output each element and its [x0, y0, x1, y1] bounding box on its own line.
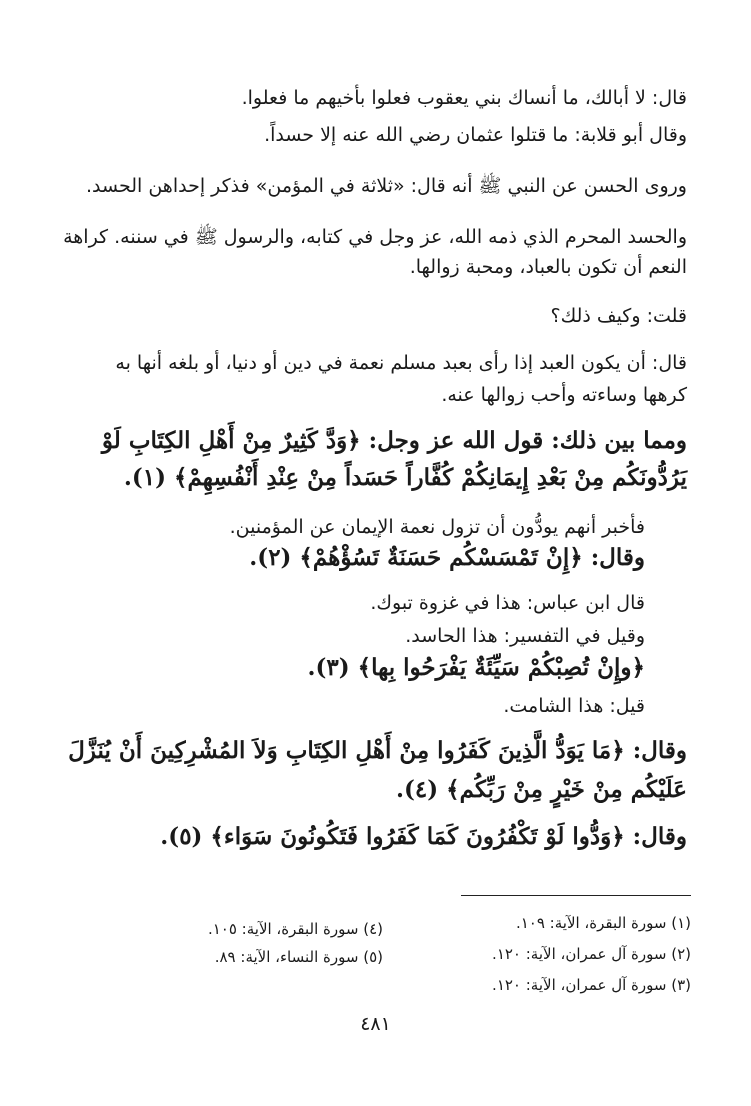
quran-verse-line: ﴿وإِنْ تُصِبْكُمْ سَيِّئَةٌ يَفْرَحُوا بِها﴾ (٣).: [307, 654, 645, 681]
text-line: قلت: وكيف ذلك؟: [550, 305, 687, 327]
text-line: قال: أن يكون العبد إذا رأى بعبد مسلم نعمة في دين أو دنيا، أو بلغه أنها به: [115, 352, 687, 374]
text-line: قيل: هذا الشامت.: [503, 695, 645, 717]
footnote-separator: [461, 895, 691, 896]
text-line: وقال أبو قلابة: ما قتلوا عثمان رضي الله عنه إلا حسداً.: [264, 124, 687, 146]
text-line: قال: لا أبالك، ما أنساك بني يعقوب فعلوا بأخيهم ما فعلوا.: [241, 87, 687, 109]
quran-verse-line: وقال: ﴿إِنْ تَمْسَسْكُم حَسَنَةٌ تَسُؤْهُمْ﴾ (٢).: [249, 544, 645, 571]
quran-verse-line: وقال: ﴿مَا يَوَدُّ الَّذِينَ كَفَرُوا مِنْ أَهْلِ الكِتَابِ وَلاَ المُشْرِكِينَ أَنْ يُنَزَّلَ: [68, 737, 687, 764]
text-line: كرهها وساءته وأحب زوالها عنه.: [441, 384, 687, 406]
footnote: (٥) سورة النساء، الآية: ٨٩.: [214, 948, 383, 966]
text-line: قال ابن عباس: هذا في غزوة تبوك.: [370, 592, 645, 614]
quran-verse-line: عَلَيْكُم مِنْ خَيْرٍ مِنْ رَبِّكُم﴾ (٤).: [396, 776, 687, 803]
quran-verse-line: ومما بين ذلك: قول الله عز وجل: ﴿وَدَّ كَثِيرٌ مِنْ أَهْلِ الكِتَابِ لَوْ: [101, 427, 687, 454]
footnote: (٢) سورة آل عمران، الآية: ١٢٠.: [492, 945, 691, 963]
text-line: وقيل في التفسير: هذا الحاسد.: [405, 625, 645, 647]
text-line: النعم أن تكون بالعباد، ومحبة زوالها.: [409, 256, 687, 278]
text-line: والحسد المحرم الذي ذمه الله، عز وجل في كتابه، والرسول ﷺ في سننه. كراهة: [63, 226, 687, 248]
text-line: فأخبر أنهم يودُّون أن تزول نعمة الإيمان عن المؤمنين.: [229, 516, 645, 538]
footnote: (٤) سورة البقرة، الآية: ١٠٥.: [207, 920, 383, 938]
page-number: ٤٨١: [360, 1013, 391, 1035]
footnote: (١) سورة البقرة، الآية: ١٠٩.: [515, 914, 691, 932]
text-line: وروى الحسن عن النبي ﷺ أنه قال: «ثلاثة في المؤمن» فذكر إحداهن الحسد.: [86, 175, 687, 197]
quran-verse-line: يَرُدُّونَكُم مِنْ بَعْدِ إِيمَانِكُمْ كُفَّاراً حَسَداً مِنْ عِنْدِ أَنْفُسِهِمْ﴾ (١).: [123, 464, 687, 491]
footnote: (٣) سورة آل عمران، الآية: ١٢٠.: [492, 976, 691, 994]
quran-verse-line: وقال: ﴿وَدُّوا لَوْ تَكْفُرُونَ كَمَا كَفَرُوا فَتَكُونُونَ سَوَاء﴾ (٥).: [160, 823, 687, 850]
